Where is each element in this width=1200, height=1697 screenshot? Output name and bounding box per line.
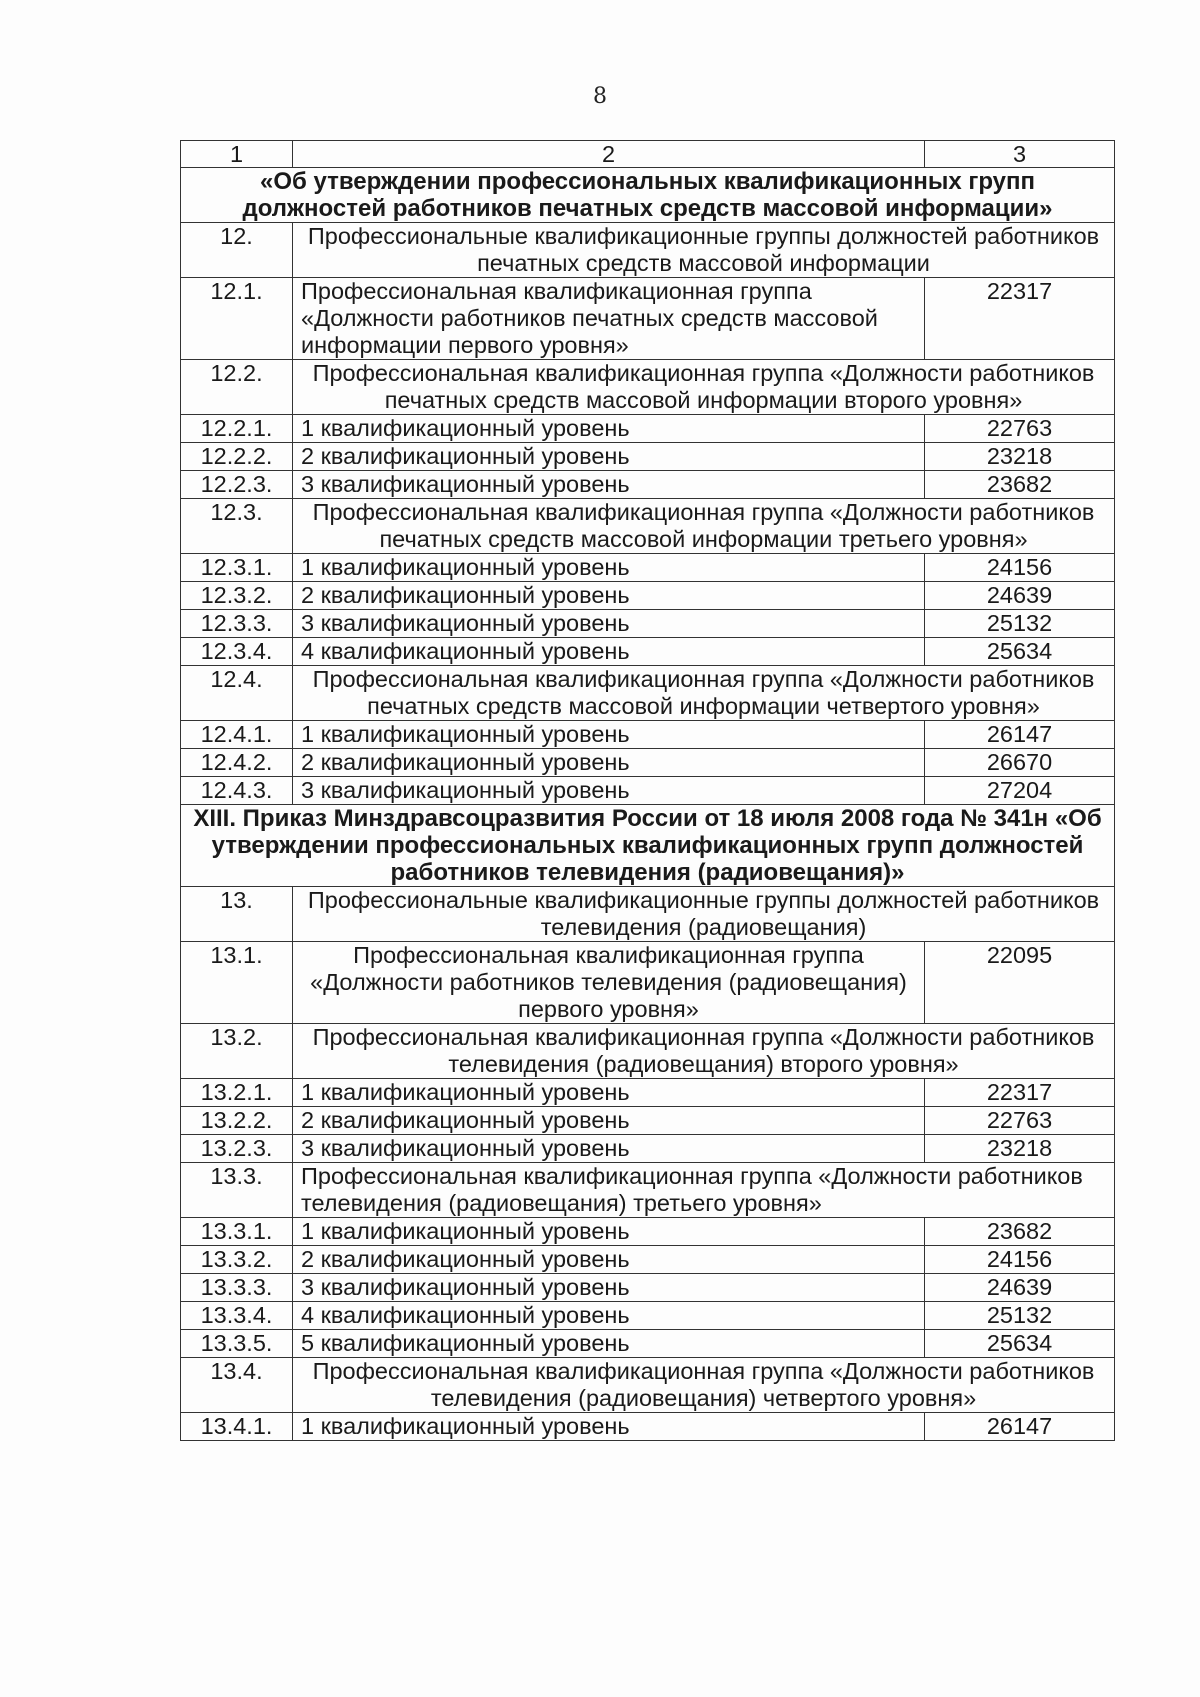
section-13-title-row — [181, 805, 1115, 887]
table-row — [181, 1107, 1115, 1135]
row-text: 3 квалификационный уровень — [293, 610, 925, 638]
row-text: 3 квалификационный уровень — [293, 1135, 925, 1163]
row-number: 12.3.3. — [181, 610, 293, 638]
row-text: Профессиональные квалификационные группы должностей работников телевидения (радиовещания) — [293, 887, 1115, 942]
table-row — [181, 777, 1115, 805]
section-12-title-row — [181, 168, 1115, 223]
row-value: 22763 — [925, 415, 1115, 443]
row-number: 12.3.1. — [181, 554, 293, 582]
row-text: 2 квалификационный уровень — [293, 749, 925, 777]
row-value: 26147 — [925, 1413, 1115, 1441]
table-row — [181, 1079, 1115, 1107]
row-value: 25634 — [925, 638, 1115, 666]
table-row — [181, 1024, 1115, 1079]
row-value: 22317 — [925, 1079, 1115, 1107]
row-number: 12.2.2. — [181, 443, 293, 471]
row-text: 2 квалификационный уровень — [293, 1107, 925, 1135]
table-row — [181, 749, 1115, 777]
header-col-3: 3 — [925, 141, 1115, 168]
table-row — [181, 721, 1115, 749]
row-number: 12.1. — [181, 278, 293, 360]
table-row — [181, 942, 1115, 1024]
row-number: 13.3. — [181, 1163, 293, 1218]
row-text: 1 квалификационный уровень — [293, 1218, 925, 1246]
row-number: 13.3.1. — [181, 1218, 293, 1246]
row-text: Профессиональная квалификационная группа «Должности работников телевидения (радиовещания) четвертого уровня» — [293, 1358, 1115, 1413]
table-header-row — [181, 141, 1115, 168]
row-value: 26670 — [925, 749, 1115, 777]
row-value: 27204 — [925, 777, 1115, 805]
table-row — [181, 1246, 1115, 1274]
row-value: 23682 — [925, 1218, 1115, 1246]
table-row — [181, 1413, 1115, 1441]
row-number: 13.4. — [181, 1358, 293, 1413]
row-number: 13.4.1. — [181, 1413, 293, 1441]
row-number: 12.4.3. — [181, 777, 293, 805]
row-value: 24156 — [925, 554, 1115, 582]
row-value: 22095 — [925, 942, 1115, 1024]
row-text: 1 квалификационный уровень — [293, 1079, 925, 1107]
row-value: 25634 — [925, 1330, 1115, 1358]
row-number: 13.3.4. — [181, 1302, 293, 1330]
row-text: Профессиональная квалификационная группа «Должности работников телевидения (радиовещания) третьего уровня» — [293, 1163, 1115, 1218]
table-row — [181, 1218, 1115, 1246]
row-text: Профессиональные квалификационные группы должностей работников печатных средств массовой информации — [293, 223, 1115, 278]
row-text: 3 квалификационный уровень — [293, 471, 925, 499]
row-value: 25132 — [925, 1302, 1115, 1330]
row-text: 4 квалификационный уровень — [293, 638, 925, 666]
row-text: Профессиональная квалификационная группа «Должности работников печатных средств массовой информации второго уровня» — [293, 360, 1115, 415]
row-number: 13.2.1. — [181, 1079, 293, 1107]
row-number: 12.4. — [181, 666, 293, 721]
row-text: 3 квалификационный уровень — [293, 777, 925, 805]
table-row — [181, 278, 1115, 360]
section-12-title: «Об утверждении профессиональных квалификационных групп должностей работников печатных средств массовой информации» — [181, 168, 1115, 223]
section-13-title: XIII. Приказ Минздравсоцразвития России от 18 июля 2008 года № 341н «Об утверждении профессиональных квалификационных групп должностей работников телевидения (радиовещания)» — [181, 805, 1115, 887]
row-value: 24639 — [925, 582, 1115, 610]
row-number: 12.4.1. — [181, 721, 293, 749]
row-value: 24639 — [925, 1274, 1115, 1302]
row-value: 24156 — [925, 1246, 1115, 1274]
row-text: Профессиональная квалификационная группа «Должности работников телевидения (радиовещания) первого уровня» — [293, 942, 925, 1024]
row-number: 12.2.1. — [181, 415, 293, 443]
table-row — [181, 471, 1115, 499]
row-number: 12.4.2. — [181, 749, 293, 777]
row-text: Профессиональная квалификационная группа «Должности работников телевидения (радиовещания) второго уровня» — [293, 1024, 1115, 1079]
row-value: 22317 — [925, 278, 1115, 360]
row-value: 23682 — [925, 471, 1115, 499]
row-number: 13.3.2. — [181, 1246, 293, 1274]
row-number: 13. — [181, 887, 293, 942]
row-text: 1 квалификационный уровень — [293, 1413, 925, 1441]
table-row — [181, 887, 1115, 942]
table-row — [181, 638, 1115, 666]
row-text: 2 квалификационный уровень — [293, 582, 925, 610]
row-text: 2 квалификационный уровень — [293, 443, 925, 471]
row-number: 12.3.4. — [181, 638, 293, 666]
table-row — [181, 360, 1115, 415]
row-text: 1 квалификационный уровень — [293, 721, 925, 749]
row-text: 3 квалификационный уровень — [293, 1274, 925, 1302]
row-number: 13.2.2. — [181, 1107, 293, 1135]
row-value: 25132 — [925, 610, 1115, 638]
row-text: 1 квалификационный уровень — [293, 554, 925, 582]
table-row — [181, 1135, 1115, 1163]
table-row — [181, 1330, 1115, 1358]
header-col-1: 1 — [181, 141, 293, 168]
row-number: 13.2.3. — [181, 1135, 293, 1163]
row-text: 1 квалификационный уровень — [293, 415, 925, 443]
row-text: Профессиональная квалификационная группа «Должности работников печатных средств массовой информации первого уровня» — [293, 278, 925, 360]
table-row — [181, 499, 1115, 554]
table-row — [181, 415, 1115, 443]
header-col-2: 2 — [293, 141, 925, 168]
table-row — [181, 1163, 1115, 1218]
row-value: 23218 — [925, 443, 1115, 471]
row-text: Профессиональная квалификационная группа «Должности работников печатных средств массовой информации третьего уровня» — [293, 499, 1115, 554]
table-row — [181, 1274, 1115, 1302]
table-row — [181, 582, 1115, 610]
row-number: 12. — [181, 223, 293, 278]
row-number: 12.2.3. — [181, 471, 293, 499]
table-row — [181, 610, 1115, 638]
table-row — [181, 1358, 1115, 1413]
row-number: 12.3.2. — [181, 582, 293, 610]
row-number: 13.1. — [181, 942, 293, 1024]
table-row — [181, 554, 1115, 582]
table-row — [181, 223, 1115, 278]
table-row — [181, 666, 1115, 721]
row-value: 22763 — [925, 1107, 1115, 1135]
row-number: 13.3.3. — [181, 1274, 293, 1302]
row-number: 12.2. — [181, 360, 293, 415]
row-text: 5 квалификационный уровень — [293, 1330, 925, 1358]
row-number: 13.2. — [181, 1024, 293, 1079]
page-number: 8 — [593, 84, 607, 109]
row-value: 23218 — [925, 1135, 1115, 1163]
salary-table — [180, 140, 1115, 1441]
row-number: 12.3. — [181, 499, 293, 554]
table-row — [181, 1302, 1115, 1330]
row-value: 26147 — [925, 721, 1115, 749]
row-number: 13.3.5. — [181, 1330, 293, 1358]
row-text: Профессиональная квалификационная группа «Должности работников печатных средств массовой информации четвертого уровня» — [293, 666, 1115, 721]
row-text: 2 квалификационный уровень — [293, 1246, 925, 1274]
row-text: 4 квалификационный уровень — [293, 1302, 925, 1330]
table-row — [181, 443, 1115, 471]
